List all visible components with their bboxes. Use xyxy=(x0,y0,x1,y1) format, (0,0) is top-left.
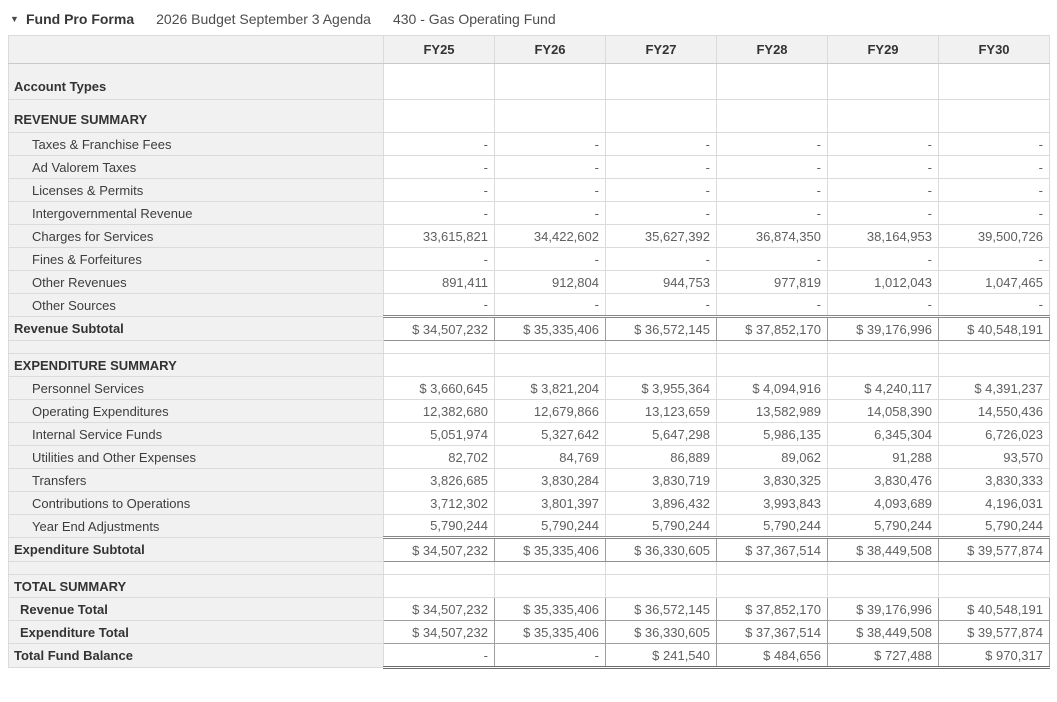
table-row xyxy=(9,400,1050,423)
value-cell xyxy=(717,562,828,575)
table-row xyxy=(9,133,1050,156)
table-row xyxy=(9,469,1050,492)
value-cell: - xyxy=(495,179,606,202)
value-cell: - xyxy=(939,294,1050,317)
value-cell: - xyxy=(828,133,939,156)
value-cell: 14,550,436 xyxy=(939,400,1050,423)
value-cell: $ 34,507,232 xyxy=(384,621,495,644)
column-header-fy28: FY28 xyxy=(717,36,828,64)
row-label: Charges for Services xyxy=(9,225,384,248)
value-cell: - xyxy=(828,202,939,225)
table-row xyxy=(9,271,1050,294)
value-cell xyxy=(495,64,606,100)
row-label xyxy=(9,562,384,575)
value-cell xyxy=(495,341,606,354)
value-cell: $ 36,572,145 xyxy=(606,598,717,621)
value-cell: - xyxy=(828,248,939,271)
value-cell: - xyxy=(939,248,1050,271)
value-cell: $ 35,335,406 xyxy=(495,598,606,621)
row-label: Revenue Total xyxy=(9,598,384,621)
proforma-table xyxy=(8,35,1050,669)
table-row xyxy=(9,354,1050,377)
value-cell: - xyxy=(606,156,717,179)
value-cell: $ 35,335,406 xyxy=(495,621,606,644)
table-row xyxy=(9,446,1050,469)
value-cell: - xyxy=(384,133,495,156)
column-header-fy25: FY25 xyxy=(384,36,495,64)
row-label: Total Fund Balance xyxy=(9,644,384,668)
row-label: Other Revenues xyxy=(9,271,384,294)
row-label: Internal Service Funds xyxy=(9,423,384,446)
table-row xyxy=(9,377,1050,400)
value-cell: 3,830,719 xyxy=(606,469,717,492)
value-cell: $ 40,548,191 xyxy=(939,598,1050,621)
table-row xyxy=(9,575,1050,598)
value-cell: 6,345,304 xyxy=(828,423,939,446)
value-cell: $ 970,317 xyxy=(939,644,1050,668)
value-cell xyxy=(828,341,939,354)
value-cell: 5,790,244 xyxy=(384,515,495,538)
value-cell: 36,874,350 xyxy=(717,225,828,248)
value-cell: - xyxy=(717,179,828,202)
value-cell: $ 727,488 xyxy=(828,644,939,668)
column-header-fy26: FY26 xyxy=(495,36,606,64)
row-label: Revenue Subtotal xyxy=(9,317,384,341)
value-cell: 91,288 xyxy=(828,446,939,469)
value-cell xyxy=(384,100,495,133)
value-cell: 1,047,465 xyxy=(939,271,1050,294)
value-cell: $ 37,852,170 xyxy=(717,598,828,621)
value-cell xyxy=(828,64,939,100)
value-cell: $ 35,335,406 xyxy=(495,538,606,562)
value-cell: $ 37,367,514 xyxy=(717,538,828,562)
value-cell xyxy=(606,562,717,575)
value-cell: $ 36,330,605 xyxy=(606,621,717,644)
value-cell xyxy=(939,562,1050,575)
value-cell: 33,615,821 xyxy=(384,225,495,248)
value-cell: 5,790,244 xyxy=(495,515,606,538)
row-label: EXPENDITURE SUMMARY xyxy=(9,354,384,377)
value-cell: 891,411 xyxy=(384,271,495,294)
row-label: Contributions to Operations xyxy=(9,492,384,515)
value-cell: 34,422,602 xyxy=(495,225,606,248)
table-row xyxy=(9,538,1050,562)
row-label: Licenses & Permits xyxy=(9,179,384,202)
value-cell: 5,790,244 xyxy=(717,515,828,538)
table-row xyxy=(9,515,1050,538)
table-row xyxy=(9,156,1050,179)
value-cell xyxy=(495,100,606,133)
value-cell xyxy=(939,100,1050,133)
value-cell xyxy=(384,562,495,575)
value-cell: 14,058,390 xyxy=(828,400,939,423)
value-cell xyxy=(828,562,939,575)
value-cell: 5,327,642 xyxy=(495,423,606,446)
table-row xyxy=(9,562,1050,575)
value-cell: - xyxy=(939,179,1050,202)
table-row xyxy=(9,248,1050,271)
value-cell: $ 38,449,508 xyxy=(828,621,939,644)
value-cell: - xyxy=(828,179,939,202)
value-cell xyxy=(495,354,606,377)
value-cell: $ 40,548,191 xyxy=(939,317,1050,341)
value-cell: - xyxy=(606,294,717,317)
value-cell: - xyxy=(384,294,495,317)
value-cell: $ 34,507,232 xyxy=(384,598,495,621)
value-cell: - xyxy=(606,248,717,271)
value-cell: - xyxy=(384,156,495,179)
value-cell xyxy=(606,575,717,598)
value-cell: 5,647,298 xyxy=(606,423,717,446)
value-cell: $ 4,094,916 xyxy=(717,377,828,400)
table-row xyxy=(9,598,1050,621)
value-cell: $ 35,335,406 xyxy=(495,317,606,341)
value-cell xyxy=(495,562,606,575)
value-cell xyxy=(828,354,939,377)
value-cell: 3,712,302 xyxy=(384,492,495,515)
value-cell: - xyxy=(384,644,495,668)
value-cell: 3,830,284 xyxy=(495,469,606,492)
value-cell: - xyxy=(495,133,606,156)
value-cell: $ 484,656 xyxy=(717,644,828,668)
value-cell: 3,830,333 xyxy=(939,469,1050,492)
value-cell: - xyxy=(828,156,939,179)
value-cell: $ 3,821,204 xyxy=(495,377,606,400)
table-row xyxy=(9,294,1050,317)
value-cell xyxy=(606,64,717,100)
value-cell: $ 3,660,645 xyxy=(384,377,495,400)
row-label: Fines & Forfeitures xyxy=(9,248,384,271)
value-cell: $ 36,572,145 xyxy=(606,317,717,341)
row-label: REVENUE SUMMARY xyxy=(9,100,384,133)
row-label: Taxes & Franchise Fees xyxy=(9,133,384,156)
value-cell xyxy=(939,354,1050,377)
value-cell: 82,702 xyxy=(384,446,495,469)
value-cell: 89,062 xyxy=(717,446,828,469)
row-label: Expenditure Total xyxy=(9,621,384,644)
value-cell: $ 3,955,364 xyxy=(606,377,717,400)
column-header-fy30: FY30 xyxy=(939,36,1050,64)
value-cell: - xyxy=(384,179,495,202)
value-cell xyxy=(384,575,495,598)
column-header-fy29: FY29 xyxy=(828,36,939,64)
value-cell: 977,819 xyxy=(717,271,828,294)
value-cell: - xyxy=(495,156,606,179)
value-cell: 6,726,023 xyxy=(939,423,1050,446)
value-cell: $ 39,176,996 xyxy=(828,598,939,621)
row-label: Expenditure Subtotal xyxy=(9,538,384,562)
table-row xyxy=(9,644,1050,668)
collapse-caret-icon[interactable]: ▼ xyxy=(10,14,19,24)
value-cell: 912,804 xyxy=(495,271,606,294)
value-cell: 1,012,043 xyxy=(828,271,939,294)
value-cell: - xyxy=(828,294,939,317)
value-cell: 5,986,135 xyxy=(717,423,828,446)
value-cell: 13,123,659 xyxy=(606,400,717,423)
table-row xyxy=(9,423,1050,446)
value-cell: - xyxy=(939,156,1050,179)
value-cell: 86,889 xyxy=(606,446,717,469)
value-cell: 3,830,325 xyxy=(717,469,828,492)
value-cell xyxy=(717,100,828,133)
table-row xyxy=(9,621,1050,644)
value-cell: - xyxy=(717,202,828,225)
value-cell xyxy=(717,64,828,100)
value-cell xyxy=(939,575,1050,598)
value-cell: - xyxy=(717,248,828,271)
value-cell: - xyxy=(717,294,828,317)
column-header-fy27: FY27 xyxy=(606,36,717,64)
row-label: Other Sources xyxy=(9,294,384,317)
fund-name: 430 - Gas Operating Fund xyxy=(392,11,556,27)
table-row xyxy=(9,317,1050,341)
value-cell: - xyxy=(717,133,828,156)
value-cell: - xyxy=(606,133,717,156)
value-cell xyxy=(384,341,495,354)
table-row xyxy=(9,492,1050,515)
table-row xyxy=(9,341,1050,354)
value-cell: 944,753 xyxy=(606,271,717,294)
row-label xyxy=(9,341,384,354)
value-cell: 3,830,476 xyxy=(828,469,939,492)
value-cell: $ 4,240,117 xyxy=(828,377,939,400)
value-cell: $ 36,330,605 xyxy=(606,538,717,562)
value-cell: 3,826,685 xyxy=(384,469,495,492)
value-cell xyxy=(606,341,717,354)
row-label: Personnel Services xyxy=(9,377,384,400)
value-cell: 35,627,392 xyxy=(606,225,717,248)
value-cell: 39,500,726 xyxy=(939,225,1050,248)
value-cell: - xyxy=(717,156,828,179)
value-cell: - xyxy=(495,644,606,668)
value-cell xyxy=(939,64,1050,100)
value-cell xyxy=(828,575,939,598)
value-cell xyxy=(384,354,495,377)
value-cell: - xyxy=(606,202,717,225)
value-cell: 12,382,680 xyxy=(384,400,495,423)
value-cell xyxy=(717,341,828,354)
value-cell: 84,769 xyxy=(495,446,606,469)
value-cell: - xyxy=(384,202,495,225)
value-cell: 4,093,689 xyxy=(828,492,939,515)
value-cell: 93,570 xyxy=(939,446,1050,469)
value-cell: $ 4,391,237 xyxy=(939,377,1050,400)
value-cell: - xyxy=(384,248,495,271)
value-cell: - xyxy=(495,248,606,271)
row-label: Utilities and Other Expenses xyxy=(9,446,384,469)
table-row xyxy=(9,100,1050,133)
value-cell: $ 37,852,170 xyxy=(717,317,828,341)
report-titlebar xyxy=(0,0,1057,35)
page-title: Fund Pro Forma xyxy=(26,11,135,27)
value-cell: 38,164,953 xyxy=(828,225,939,248)
value-cell: $ 37,367,514 xyxy=(717,621,828,644)
report-name: 2026 Budget September 3 Agenda xyxy=(156,11,371,27)
value-cell: - xyxy=(495,202,606,225)
value-cell: 5,790,244 xyxy=(606,515,717,538)
value-cell: 5,051,974 xyxy=(384,423,495,446)
column-header-row xyxy=(9,36,1050,64)
value-cell xyxy=(495,575,606,598)
value-cell: 5,790,244 xyxy=(939,515,1050,538)
corner-cell xyxy=(9,36,384,64)
value-cell: $ 241,540 xyxy=(606,644,717,668)
value-cell xyxy=(717,575,828,598)
value-cell: - xyxy=(606,179,717,202)
value-cell: $ 39,577,874 xyxy=(939,621,1050,644)
row-label: Operating Expenditures xyxy=(9,400,384,423)
table-row xyxy=(9,179,1050,202)
value-cell: $ 39,577,874 xyxy=(939,538,1050,562)
value-cell: - xyxy=(939,133,1050,156)
value-cell: $ 39,176,996 xyxy=(828,317,939,341)
value-cell xyxy=(939,341,1050,354)
row-label: Intergovernmental Revenue xyxy=(9,202,384,225)
value-cell xyxy=(606,354,717,377)
value-cell: 5,790,244 xyxy=(828,515,939,538)
row-label: TOTAL SUMMARY xyxy=(9,575,384,598)
value-cell: 3,993,843 xyxy=(717,492,828,515)
value-cell: 13,582,989 xyxy=(717,400,828,423)
row-label: Year End Adjustments xyxy=(9,515,384,538)
value-cell: - xyxy=(939,202,1050,225)
value-cell: 3,801,397 xyxy=(495,492,606,515)
value-cell: 3,896,432 xyxy=(606,492,717,515)
table-row xyxy=(9,202,1050,225)
table-row xyxy=(9,64,1050,100)
value-cell: $ 34,507,232 xyxy=(384,317,495,341)
value-cell xyxy=(384,64,495,100)
value-cell: $ 38,449,508 xyxy=(828,538,939,562)
value-cell: 4,196,031 xyxy=(939,492,1050,515)
value-cell: - xyxy=(495,294,606,317)
row-label: Transfers xyxy=(9,469,384,492)
value-cell xyxy=(606,100,717,133)
value-cell: 12,679,866 xyxy=(495,400,606,423)
row-label: Account Types xyxy=(9,64,384,100)
value-cell xyxy=(828,100,939,133)
value-cell: $ 34,507,232 xyxy=(384,538,495,562)
row-label: Ad Valorem Taxes xyxy=(9,156,384,179)
value-cell xyxy=(717,354,828,377)
table-row xyxy=(9,225,1050,248)
